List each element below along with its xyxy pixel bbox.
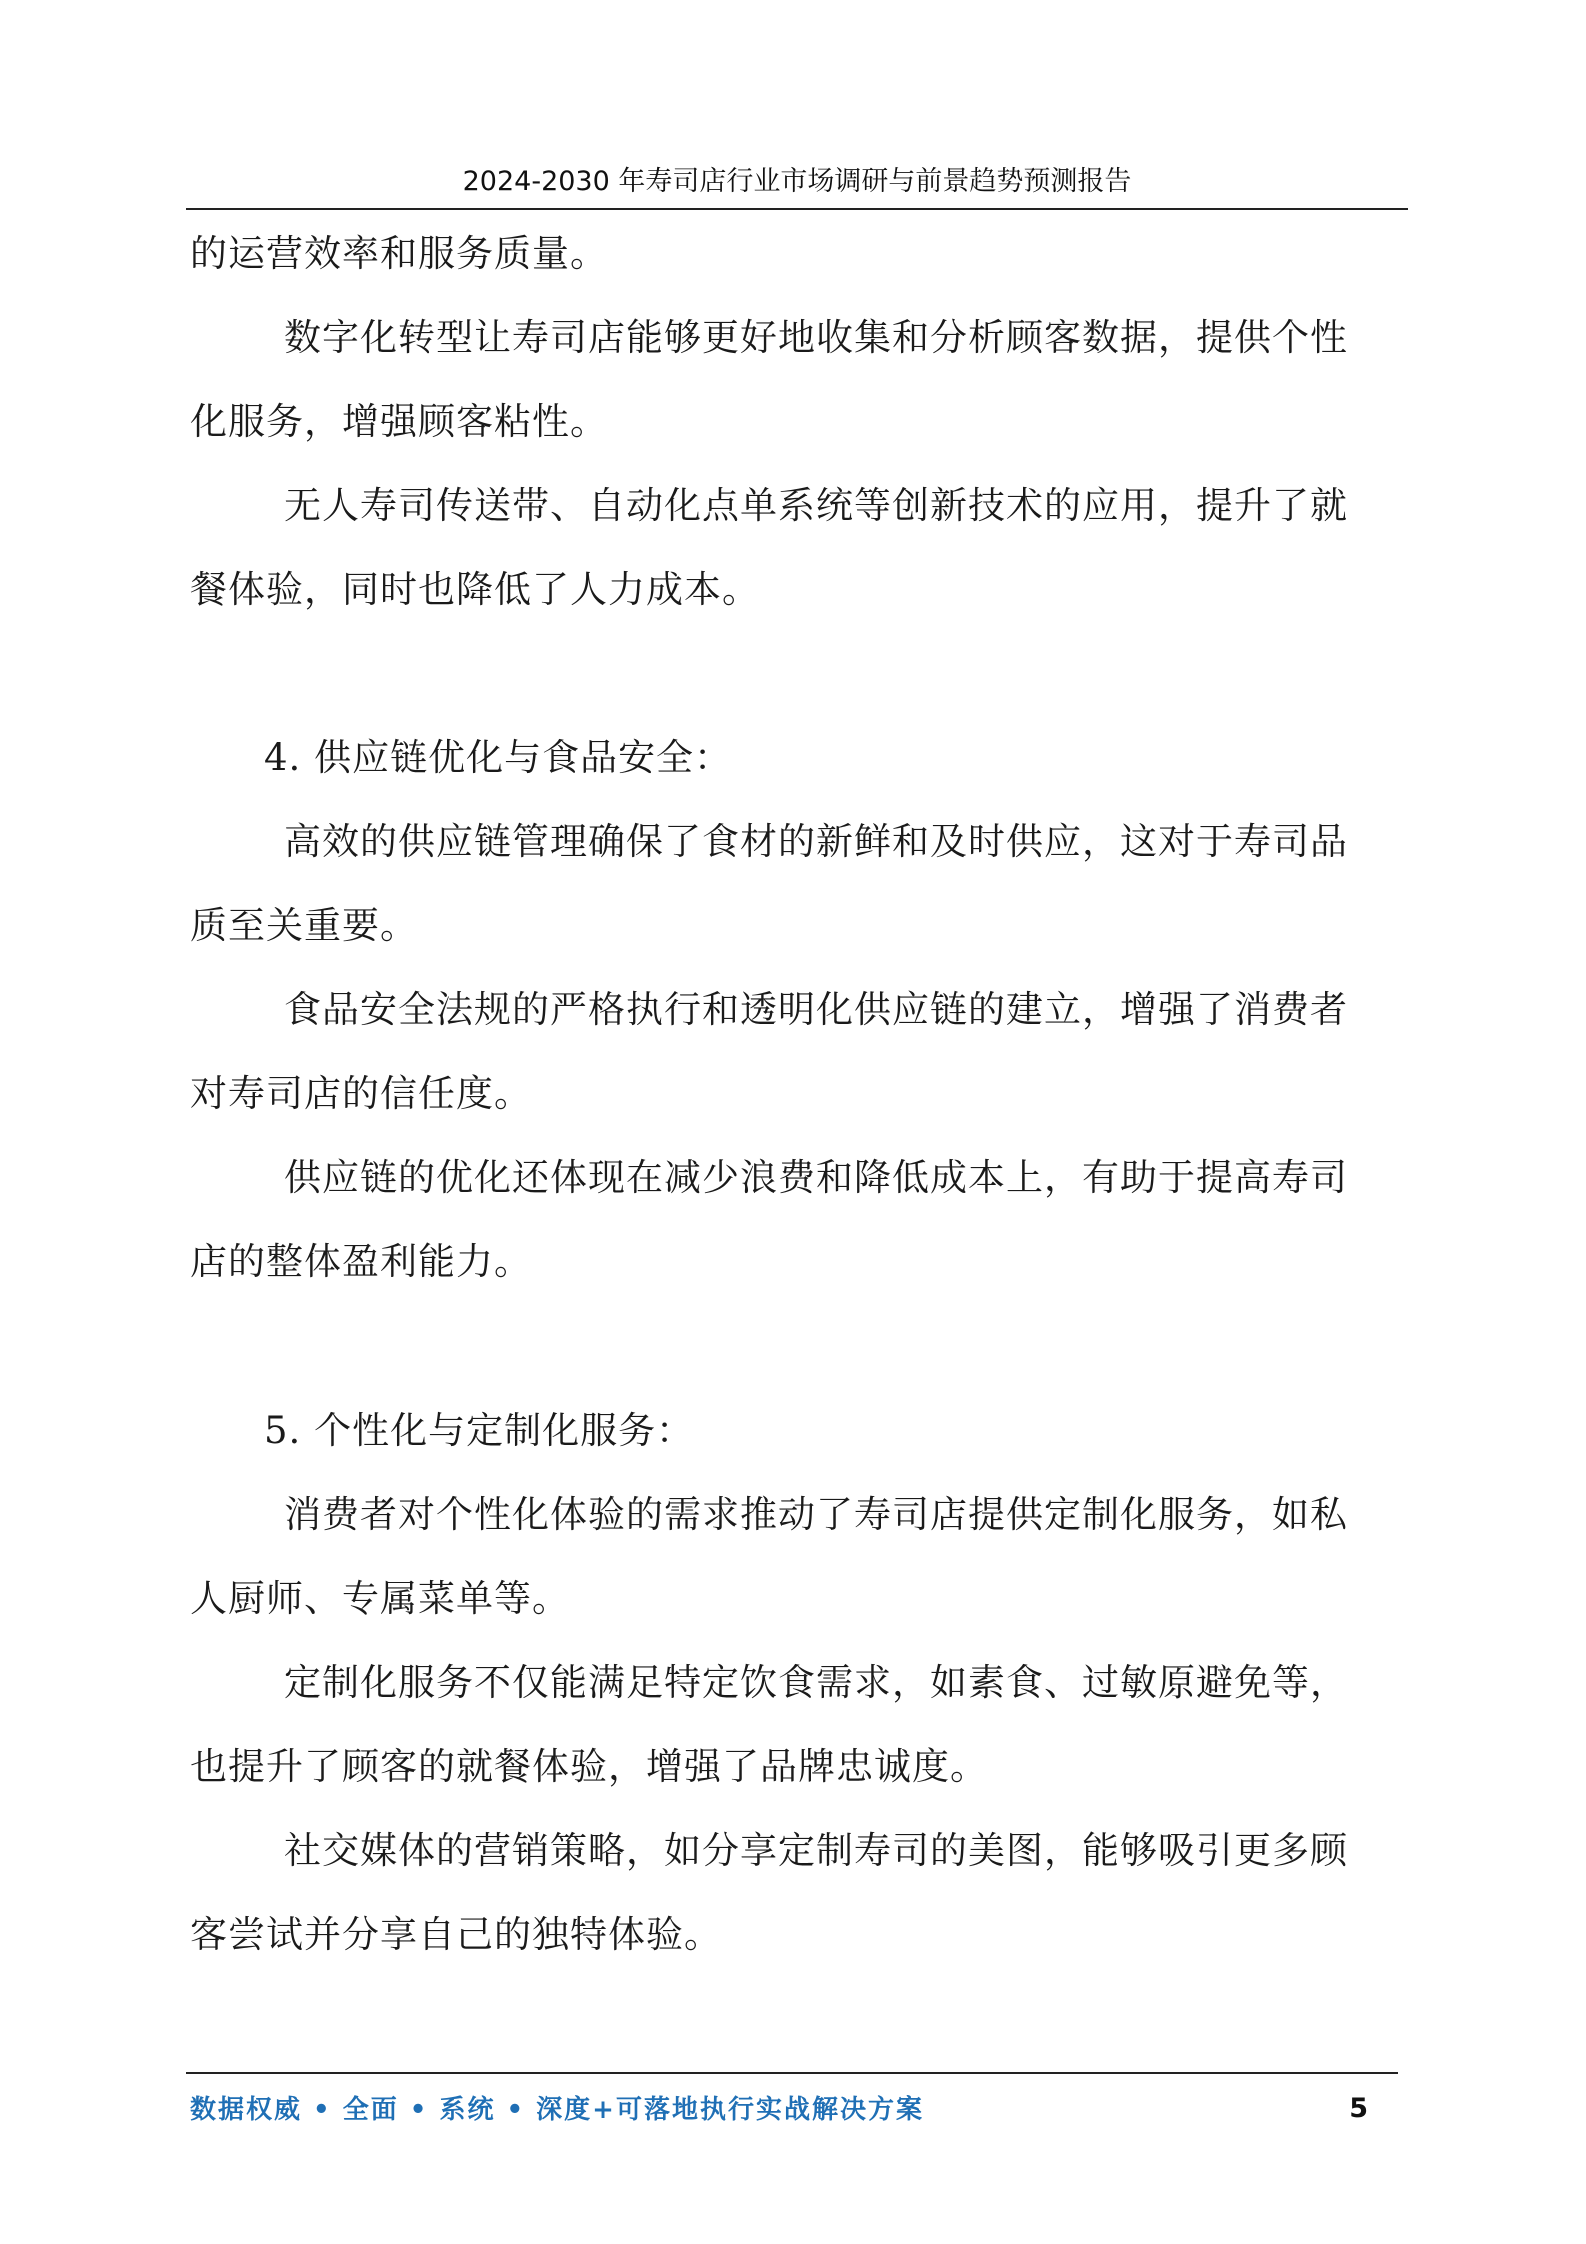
paragraph-dietary-needs: 定制化服务不仅能满足特定饮食需求，如素食、过敏原避免等，也提升了顾客的就餐体验，增强了品牌忠诚度。 [190, 1661, 1348, 1788]
footer-slogan: 数据权威 • 全面 • 系统 • 深度+可落地执行实战解决方案 [190, 2095, 924, 2125]
page-header-title: 2024-2030 年寿司店行业市场调研与前景趋势预测报告 [462, 166, 1132, 197]
document-body [190, 212, 1380, 632]
paragraph-food-safety: 食品安全法规的严格执行和透明化供应链的建立，增强了消费者对寿司店的信任度。 [190, 988, 1348, 1115]
footer-divider [186, 2072, 1398, 2074]
section-4 [190, 716, 1380, 1304]
paragraph-digital-transformation: 数字化转型让寿司店能够更好地收集和分析顾客数据，提供个性化服务，增强顾客粘性。 [190, 316, 1348, 443]
paragraph-automation-tech: 无人寿司传送带、自动化点单系统等创新技术的应用，提升了就餐体验，同时也降低了人力成本。 [190, 484, 1348, 611]
header-divider [186, 208, 1408, 210]
section-heading-personalization: 5. 个性化与定制化服务： [264, 1409, 695, 1452]
paragraph-continuation: 的运营效率和服务质量。 [190, 232, 608, 275]
paragraph-social-media: 社交媒体的营销策略，如分享定制寿司的美图，能够吸引更多顾客尝试并分享自己的独特体验。 [190, 1829, 1348, 1956]
section-heading-supply-chain: 4. 供应链优化与食品安全： [264, 736, 733, 779]
paragraph-supply-chain-management: 高效的供应链管理确保了食材的新鲜和及时供应，这对于寿司品质至关重要。 [190, 820, 1348, 947]
section-5 [190, 1389, 1380, 1977]
page-number: 5 [1349, 2093, 1368, 2124]
paragraph-custom-demand: 消费者对个性化体验的需求推动了寿司店提供定制化服务，如私人厨师、专属菜单等。 [190, 1493, 1348, 1620]
paragraph-cost-reduction: 供应链的优化还体现在减少浪费和降低成本上，有助于提高寿司店的整体盈利能力。 [190, 1156, 1348, 1283]
